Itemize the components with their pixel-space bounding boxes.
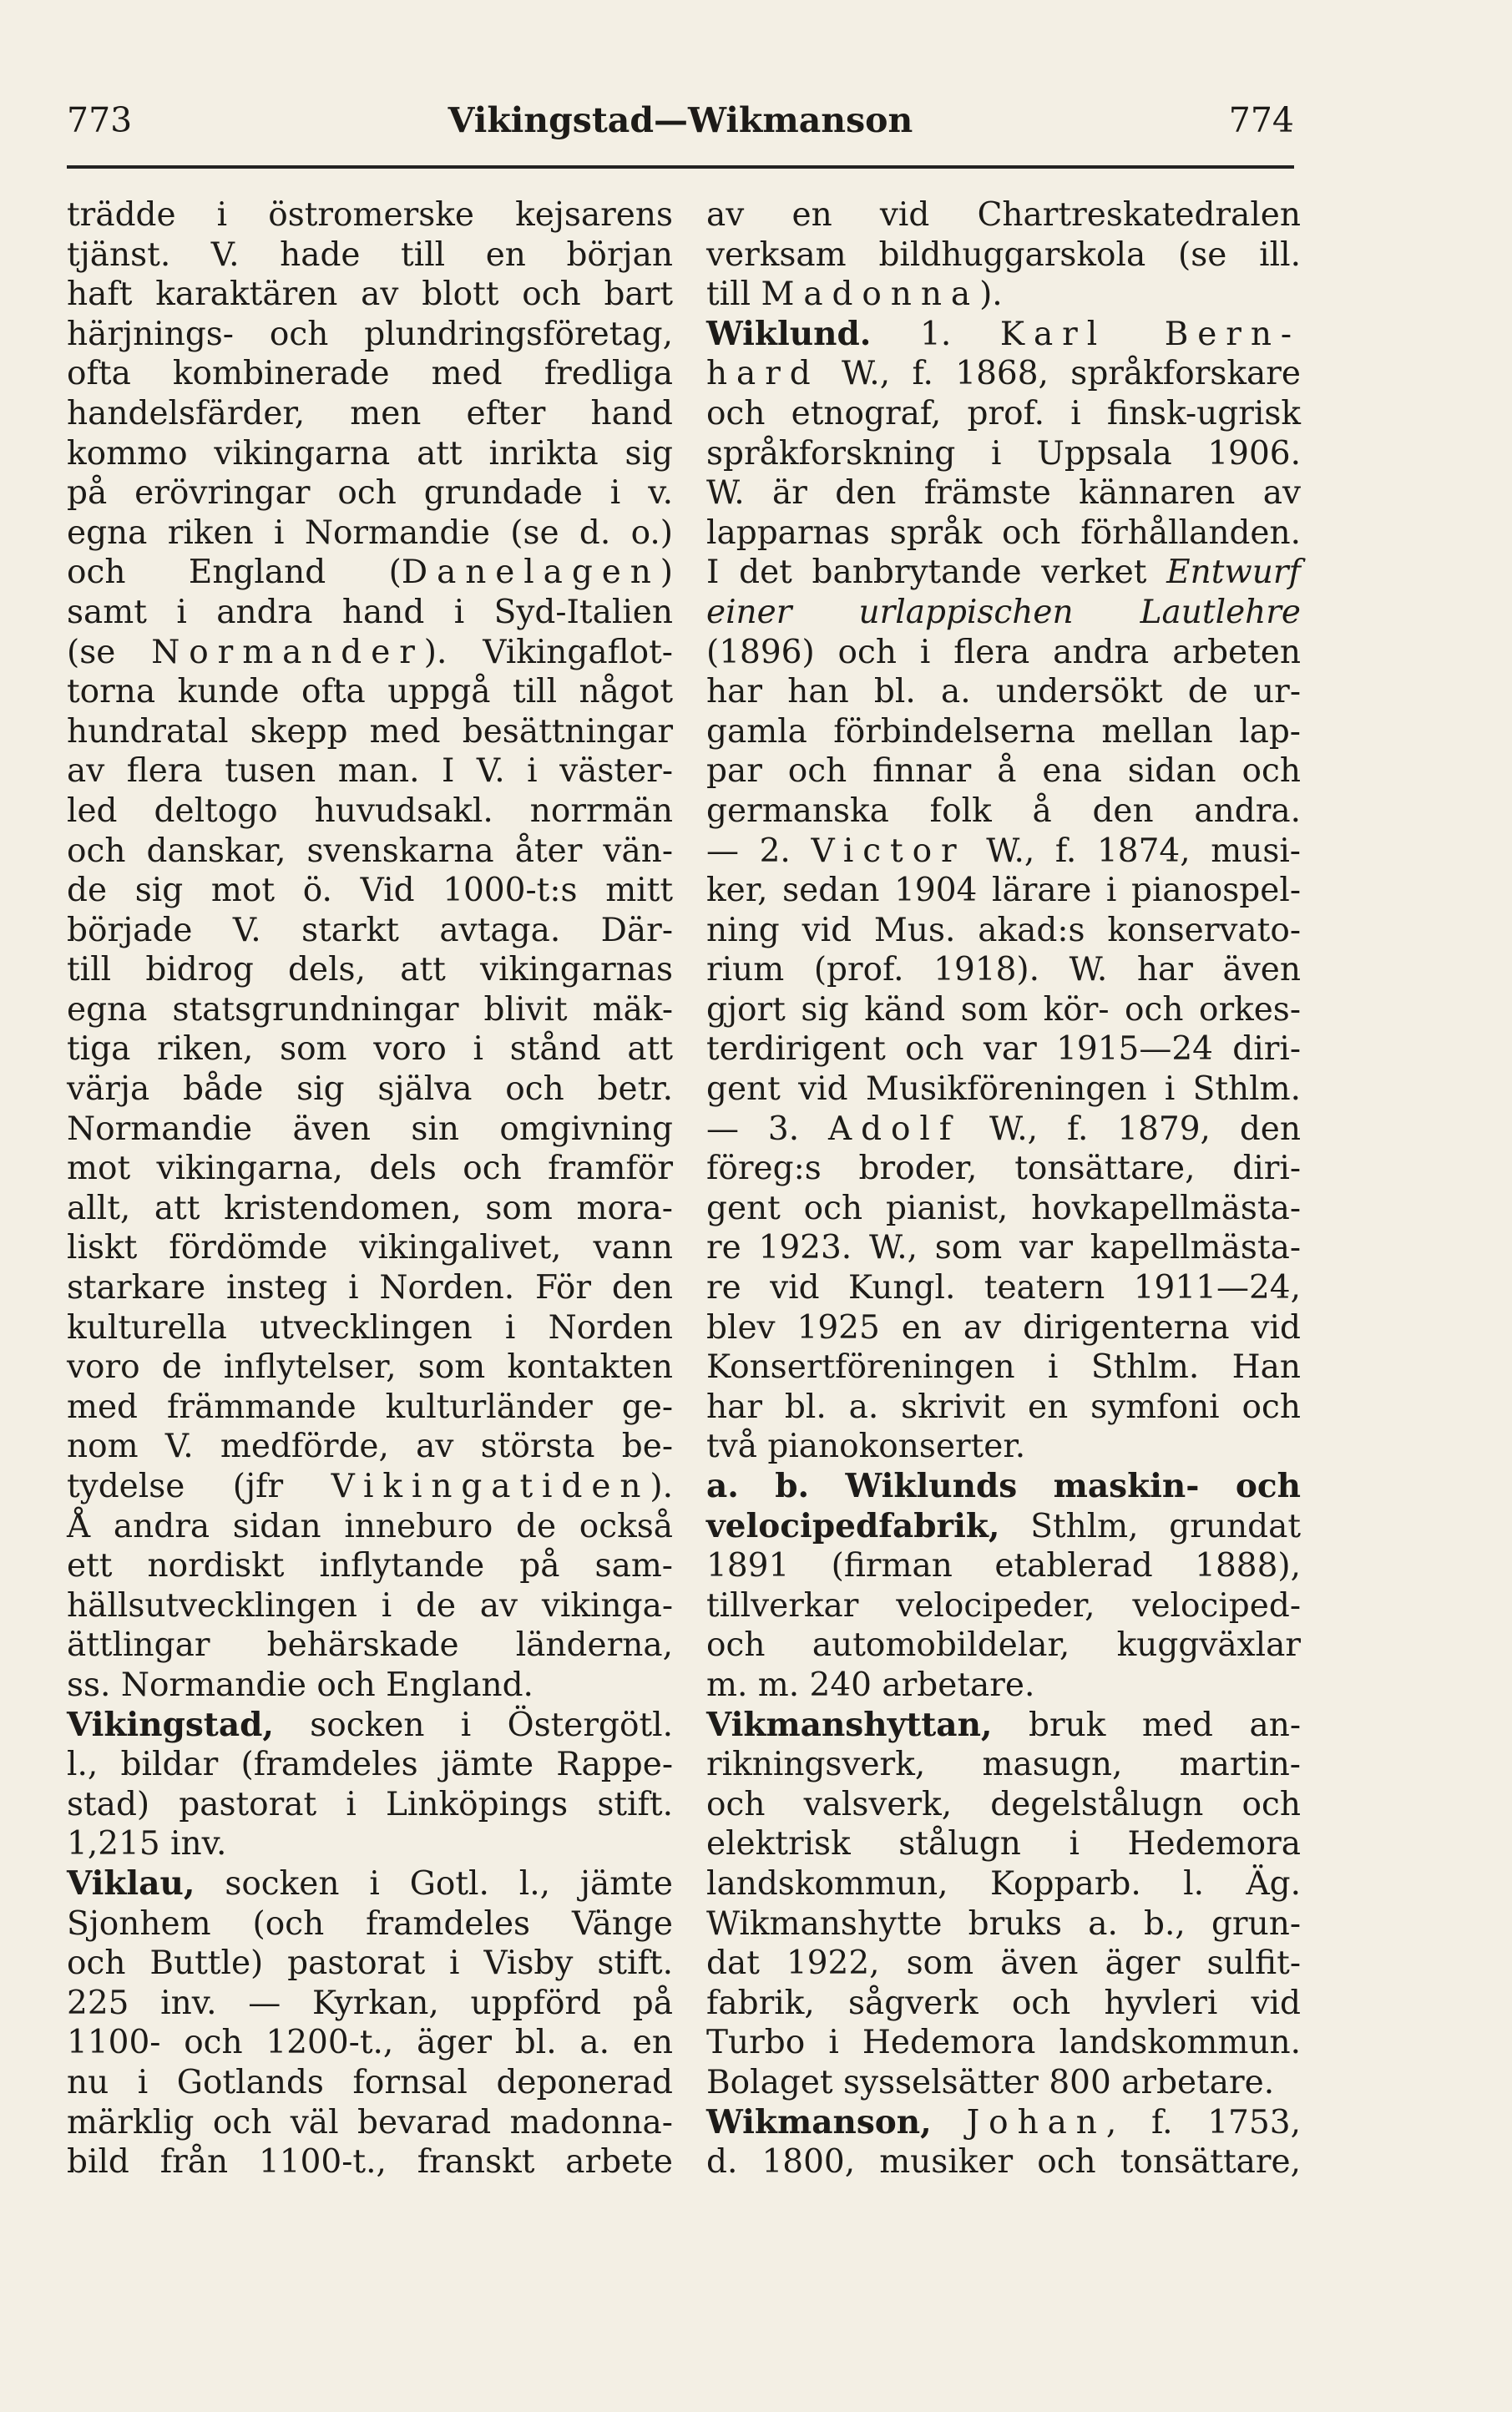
text-line: blev 1925 en av dirigenterna vid (706, 1308, 1301, 1347)
text-line: landskommun, Kopparb. l. Äg. (706, 1864, 1301, 1903)
text-line: började V. starkt avtaga. Där- (67, 911, 673, 949)
text-line: I det banbrytande verket Entwurf (706, 554, 1301, 592)
page-number-left: 773 (67, 100, 133, 140)
text-line: stad) pastorat i Linköpings stift. (67, 1785, 673, 1823)
text-line: och Buttle) pastorat i Visby stift. (67, 1944, 673, 1983)
text-line: ss. Normandie och England. (67, 1666, 533, 1704)
text-line: l., bildar (framdeles jämte Rappe- (67, 1746, 673, 1784)
text-line: Turbo i Hedemora landskommun. (706, 2024, 1301, 2062)
right-column (706, 195, 1301, 2182)
text-line: mot vikingarna, dels och framför (67, 1150, 673, 1188)
text-line: Wikmanshytte bruks a. b., grun- (706, 1904, 1301, 1943)
text-line: handelsfärder, men efter hand (67, 394, 673, 432)
text-line: härjnings- och plundringsföretag, (67, 315, 673, 353)
text-line: tillverkar velocipeder, velociped- (706, 1586, 1301, 1625)
text-line: gamla förbindelserna mellan lap- (706, 712, 1301, 751)
left-column (67, 195, 673, 2182)
text-line: märklig och väl bevarad madonna- (67, 2103, 673, 2141)
text-line: gjort sig känd som kör- och orkes- (706, 990, 1301, 1029)
text-line: och England (Danelagen) (67, 554, 673, 592)
text-line: 1891 (firman etablerad 1888), (706, 1547, 1301, 1585)
text-line: terdirigent och var 1915—24 diri- (706, 1030, 1301, 1069)
text-line: W. är den främste kännaren av (706, 474, 1301, 513)
text-line: bild från 1100-t., franskt arbete (67, 2143, 673, 2182)
text-line: nom V. medförde, av största be- (67, 1428, 673, 1466)
text-line: ättlingar behärskade länderna, (67, 1626, 673, 1665)
text-line: Konsertföreningen i Sthlm. Han (706, 1348, 1301, 1387)
text-line: velocipedfabrik, Sthlm, grundat (706, 1506, 1301, 1545)
text-line: till Madonna). (706, 276, 1003, 314)
text-line: hundratal skepp med besättningar (67, 712, 673, 751)
text-line: två pianokonserter. (706, 1428, 1026, 1466)
text-line: re vid Kungl. teatern 1911—24, (706, 1269, 1301, 1307)
text-line: voro de inflytelser, som kontakten (67, 1348, 673, 1387)
text-line: 225 inv. — Kyrkan, uppförd på (67, 1984, 673, 2022)
text-line: elektrisk stålugn i Hedemora (706, 1825, 1301, 1863)
text-line: med främmande kulturländer ge- (67, 1388, 673, 1426)
page-number-right: 774 (1228, 100, 1294, 140)
text-line: Sjonhem (och framdeles Vänge (67, 1904, 673, 1943)
text-line: germanska folk å den andra. (706, 791, 1301, 830)
text-line: haft karaktären av blott och bart (67, 276, 673, 314)
text-line: hällsutvecklingen i de av vikinga- (67, 1586, 673, 1625)
text-line: torna kunde ofta uppgå till något (67, 673, 673, 711)
text-line: och etnograf, prof. i finsk-ugrisk (706, 394, 1301, 432)
text-line: 1100- och 1200-t., äger bl. a. en (67, 2024, 673, 2062)
text-line: gent och pianist, hovkapellmästa- (706, 1189, 1301, 1227)
text-line: einer urlappischen Lautlehre (706, 593, 1301, 631)
text-line: egna statsgrundningar blivit mäk- (67, 990, 673, 1029)
text-line: hard W., f. 1868, språkforskare (706, 355, 1301, 393)
text-line: har han bl. a. undersökt de ur- (706, 673, 1301, 711)
text-line: och valsverk, degelstålugn och (706, 1785, 1301, 1823)
text-line: tjänst. V. hade till en början (67, 235, 673, 274)
running-title: Vikingstad—Wikmanson (448, 100, 913, 140)
text-line: språkforskning i Uppsala 1906. (706, 434, 1301, 473)
text-line: — 2. Victor W., f. 1874, musi- (706, 832, 1301, 870)
text-line: m. m. 240 arbetare. (706, 1666, 1035, 1704)
text-line: värja både sig själva och betr. (67, 1070, 673, 1109)
text-line: på erövringar och grundade i v. (67, 474, 673, 513)
entry-viklau: Viklau, socken i Gotl. l., jämte (67, 1863, 673, 1903)
header-rule (67, 165, 1294, 169)
text-line: av flera tusen man. I V. i väster- (67, 752, 673, 791)
text-line: dat 1922, som även äger sulfit- (706, 1944, 1301, 1983)
text-line: ning vid Mus. akad:s konservato- (706, 911, 1301, 949)
text-line: starkare insteg i Norden. För den (67, 1269, 673, 1307)
text-line: verksam bildhuggarskola (se ill. (706, 235, 1301, 274)
page-header (67, 100, 1294, 150)
entry-wiklunds-fabrik: a. b. Wiklunds maskin- och (706, 1467, 1301, 1505)
text-line: kommo vikingarna att inrikta sig (67, 434, 673, 473)
entry-wikmanson: Wikmanson, Johan, f. 1753, (706, 2102, 1301, 2141)
text-line: ett nordiskt inflytande på sam- (67, 1547, 673, 1585)
text-line: 1,215 inv. (67, 1825, 227, 1863)
text-line: liskt fördömde vikingalivet, vann (67, 1229, 673, 1267)
text-line: allt, att kristendomen, som mora- (67, 1189, 673, 1227)
text-line: de sig mot ö. Vid 1000-t:s mitt (67, 872, 673, 910)
text-line: fabrik, sågverk och hyvleri vid (706, 1984, 1301, 2022)
text-line: d. 1800, musiker och tonsättare, (706, 2143, 1301, 2182)
text-line: och danskar, svenskarna åter vän- (67, 832, 673, 870)
text-line: rikningsverk, masugn, martin- (706, 1746, 1301, 1784)
text-line: gent vid Musikföreningen i Sthlm. (706, 1070, 1301, 1109)
text-line: — 3. Adolf W., f. 1879, den (706, 1110, 1301, 1148)
text-line: par och finnar å ena sidan och (706, 752, 1301, 791)
text-line: (1896) och i flera andra arbeten (706, 633, 1301, 671)
text-line: tiga riken, som voro i stånd att (67, 1030, 673, 1069)
text-line: re 1923. W., som var kapellmästa- (706, 1229, 1301, 1267)
text-line: trädde i östromerske kejsarens (67, 196, 673, 234)
text-line: tydelse (jfr Vikingatiden). (67, 1468, 673, 1505)
text-line: och automobildelar, kuggväxlar (706, 1626, 1301, 1665)
text-line: egna riken i Normandie (se d. o.) (67, 513, 673, 552)
text-line: nu i Gotlands fornsal deponerad (67, 2063, 673, 2101)
entry-vikingstad: Vikingstad, socken i Östergötl. (67, 1705, 673, 1744)
text-line: lapparnas språk och förhållanden. (706, 513, 1301, 552)
text-line: kulturella utvecklingen i Norden (67, 1308, 673, 1347)
text-line: rium (prof. 1918). W. har även (706, 951, 1301, 989)
text-line: (se Normander). Vikingaflot- (67, 633, 673, 671)
text-line: led deltogo huvudsakl. norrmän (67, 791, 673, 830)
text-line: föreg:s broder, tonsättare, diri- (706, 1150, 1301, 1188)
text-line: samt i andra hand i Syd-Italien (67, 593, 673, 631)
text-line: har bl. a. skrivit en symfoni och (706, 1388, 1301, 1426)
text-line: till bidrog dels, att vikingarnas (67, 951, 673, 989)
text-line: ofta kombinerade med fredliga (67, 355, 673, 393)
entry-wiklund: Wiklund. 1. Karl Bern- (706, 314, 1301, 353)
entry-vikmanshyttan: Vikmanshyttan, bruk med an- (706, 1705, 1301, 1744)
text-line: Bolaget sysselsätter 800 arbetare. (706, 2063, 1275, 2101)
text-line: ker, sedan 1904 lärare i pianospel- (706, 872, 1301, 910)
text-line: av en vid Chartreskatedralen (706, 196, 1301, 234)
text-line: Å andra sidan inneburo de också (67, 1507, 673, 1545)
text-line: Normandie även sin omgivning (67, 1110, 673, 1148)
